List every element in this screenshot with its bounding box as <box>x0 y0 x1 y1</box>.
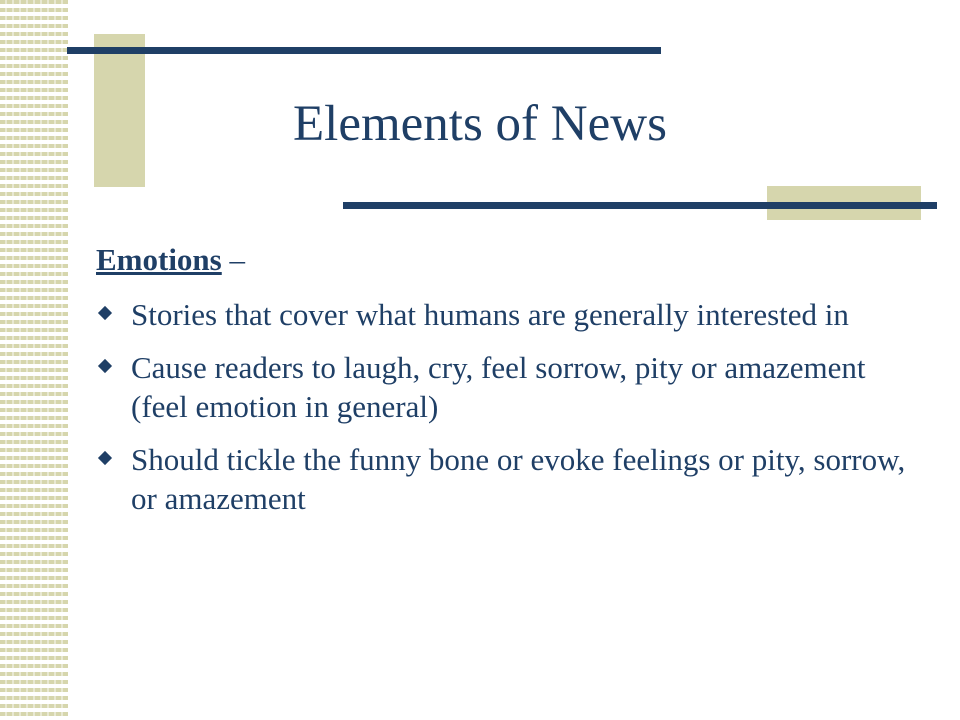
slide-title: Elements of News <box>293 96 667 152</box>
list-item <box>96 440 906 518</box>
left-striped-border <box>0 0 68 720</box>
section-heading <box>96 240 906 279</box>
bullet-list <box>96 295 906 518</box>
diamond-bullet-icon <box>98 451 112 465</box>
bullet-text: Cause readers to laugh, cry, feel sorrow, pity or amazement (feel emotion in general) <box>131 350 866 424</box>
diamond-bullet-icon <box>98 359 112 373</box>
decorative-block-top <box>94 34 145 187</box>
diamond-bullet-icon <box>98 306 112 320</box>
decorative-line-top <box>67 47 661 54</box>
bullet-text: Should tickle the funny bone or evoke feelings or pity, sorrow, or amazement <box>131 442 906 516</box>
list-item <box>96 295 906 334</box>
section-heading-word: Emotions <box>96 242 222 277</box>
bullet-text: Stories that cover what humans are generally interested in <box>131 297 849 332</box>
slide-content <box>96 240 906 532</box>
list-item <box>96 348 906 426</box>
decorative-line-bottom <box>343 202 937 209</box>
section-heading-separator: – <box>221 242 245 277</box>
